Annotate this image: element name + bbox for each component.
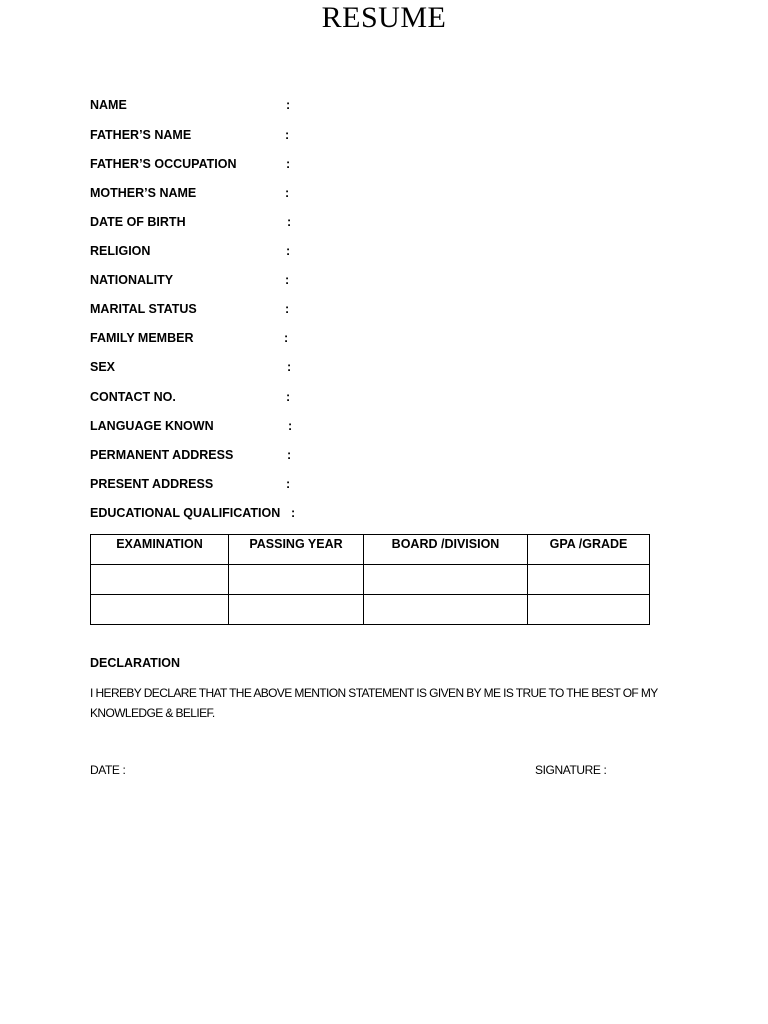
field-educational-qualification (90, 503, 350, 523)
field-colon: : (286, 477, 291, 491)
column-header-board-division: BOARD /DIVISION (364, 535, 528, 565)
education-table (90, 534, 650, 625)
field-contact-no (90, 387, 350, 407)
field-colon: : (286, 390, 291, 404)
table-cell (364, 565, 528, 595)
column-header-passing-year: PASSING YEAR (229, 535, 364, 565)
table-cell (364, 595, 528, 625)
table-cell (528, 565, 650, 595)
field-label: NATIONALITY (90, 273, 174, 287)
field-language-known (90, 416, 350, 436)
field-label: RELIGION (90, 244, 151, 258)
field-sex (90, 357, 350, 377)
table-cell (229, 565, 364, 595)
field-mothers-name (90, 183, 350, 203)
field-colon: : (288, 419, 293, 433)
field-name (90, 95, 350, 115)
field-label: EDUCATIONAL QUALIFICATION (90, 506, 281, 520)
field-permanent-address (90, 445, 350, 465)
field-label: PERMANENT ADDRESS (90, 448, 234, 462)
field-colon: : (284, 331, 289, 345)
field-religion (90, 241, 350, 261)
field-label: PRESENT ADDRESS (90, 477, 214, 491)
column-header-examination: EXAMINATION (91, 535, 229, 565)
field-colon: : (286, 157, 291, 171)
page-title: RESUME (321, 1, 447, 34)
field-colon: : (291, 506, 296, 520)
field-colon: : (285, 273, 290, 287)
field-colon: : (285, 128, 290, 142)
signature-label: SIGNATURE : (535, 763, 607, 777)
field-fathers-name (90, 125, 350, 145)
field-label: CONTACT NO. (90, 390, 176, 404)
field-label: LANGUAGE KNOWN (90, 419, 214, 433)
field-label: SEX (90, 360, 116, 374)
table-cell (91, 565, 229, 595)
field-present-address (90, 474, 350, 494)
table-cell (229, 595, 364, 625)
field-label: FATHER’S OCCUPATION (90, 157, 237, 171)
table-row (91, 565, 650, 595)
field-label: NAME (90, 98, 127, 112)
field-colon: : (286, 98, 291, 112)
column-header-gpa-grade: GPA /GRADE (528, 535, 650, 565)
field-label: FAMILY MEMBER (90, 331, 194, 345)
field-colon: : (287, 215, 292, 229)
field-nationality (90, 270, 350, 290)
field-marital-status (90, 299, 350, 319)
declaration-text: I HEREBY DECLARE THAT THE ABOVE MENTION STATEMENT IS GIVEN BY ME IS TRUE TO THE BEST OF MY KNOWLEDGE & BELIEF. (90, 686, 658, 720)
field-date-of-birth (90, 212, 350, 232)
field-label: DATE OF BIRTH (90, 215, 186, 229)
table-row (91, 595, 650, 625)
table-header-row (91, 535, 650, 565)
declaration-heading: DECLARATION (90, 656, 181, 670)
field-fathers-occupation (90, 154, 350, 174)
field-colon: : (285, 302, 290, 316)
field-colon: : (286, 244, 291, 258)
field-label: MOTHER’S NAME (90, 186, 197, 200)
date-label: DATE : (90, 763, 126, 777)
table-cell (91, 595, 229, 625)
field-label: FATHER’S NAME (90, 128, 192, 142)
field-family-member (90, 328, 350, 348)
field-colon: : (287, 448, 292, 462)
field-colon: : (285, 186, 290, 200)
field-label: MARITAL STATUS (90, 302, 197, 316)
table-cell (528, 595, 650, 625)
field-colon: : (287, 360, 292, 374)
